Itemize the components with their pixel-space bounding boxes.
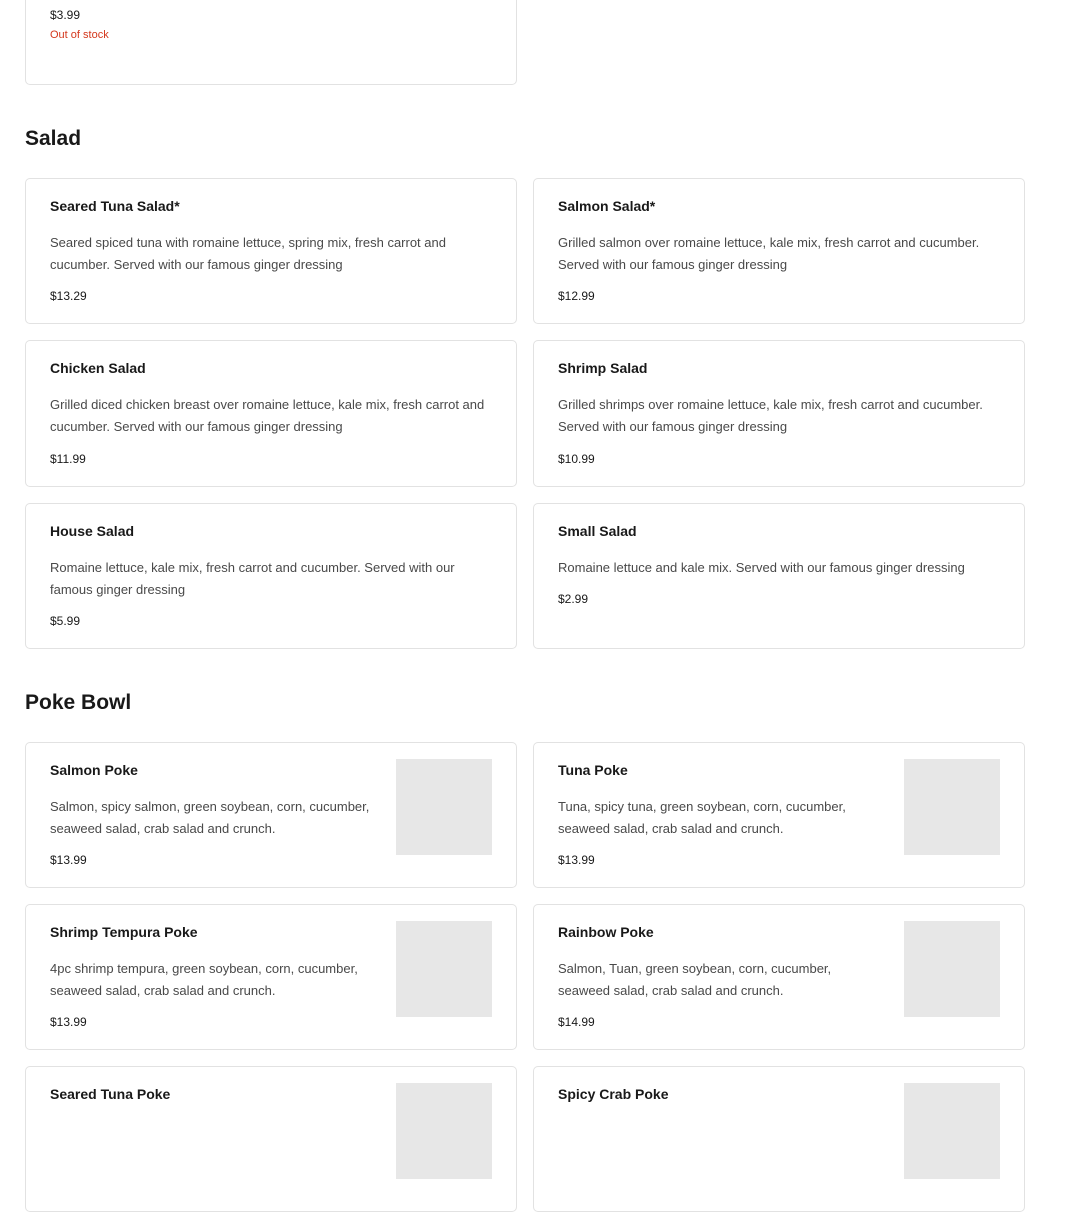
item-name: House Salad [50,523,135,539]
item-price: $13.99 [50,1015,87,1029]
item-price: $2.99 [558,592,589,606]
menu-item-card[interactable] [25,178,517,324]
section-title-poke-bowl: Poke Bowl [25,691,132,714]
menu-item-card[interactable] [533,178,1025,324]
item-price: $13.99 [558,853,595,867]
item-image [904,759,1000,855]
item-price: $10.99 [558,452,595,466]
item-price: $14.99 [558,1015,595,1029]
item-name: Salmon Salad* [558,198,656,214]
section-title-salad: Salad [25,127,82,150]
item-description: Grilled diced chicken breast over romaine lettuce, kale mix, fresh carrot and cucumber. Served with our famous ginger dressing [50,397,485,434]
item-description: Salmon, spicy salmon, green soybean, corn, cucumber, seaweed salad, crab salad and crunch. [50,799,370,836]
out-of-stock-label: Out of stock [50,29,109,41]
item-description: Romaine lettuce and kale mix. Served with our famous ginger dressing [558,560,965,575]
item-name: Chicken Salad [50,360,146,376]
item-name: Small Salad [558,523,637,539]
menu-item-card[interactable] [533,1066,1025,1212]
menu-item-card[interactable] [533,503,1025,649]
item-price: $12.99 [558,289,595,303]
item-description: Tuna, spicy tuna, green soybean, corn, cucumber, seaweed salad, crab salad and crunch. [558,799,846,836]
item-image [396,921,492,1017]
item-price: $5.99 [50,614,81,628]
item-name: Seared Tuna Salad* [50,198,180,214]
item-image [396,1083,492,1179]
item-description: Seared spiced tuna with romaine lettuce, spring mix, fresh carrot and cucumber. Served with our famous ginger dressing [50,235,446,272]
item-name: Shrimp Tempura Poke [50,924,198,940]
item-name: Tuna Poke [558,762,628,778]
menu-item-card[interactable] [25,1066,517,1212]
item-description: Grilled shrimps over romaine lettuce, kale mix, fresh carrot and cucumber. Served with our famous ginger dressing [558,397,983,434]
item-price: $3.99 [50,8,81,22]
item-description: Grilled salmon over romaine lettuce, kale mix, fresh carrot and cucumber. Served with our famous ginger dressing [558,235,980,272]
menu-item-card[interactable] [25,0,517,85]
item-price: $13.29 [50,289,87,303]
menu-item-card[interactable] [25,503,517,649]
item-image [904,921,1000,1017]
item-image [396,759,492,855]
item-name: Salmon Poke [50,762,138,778]
menu-item-card[interactable] [533,340,1025,487]
menu-item-card[interactable] [25,904,517,1050]
item-description: Salmon, Tuan, green soybean, corn, cucumber, seaweed salad, crab salad and crunch. [558,961,832,998]
item-price: $13.99 [50,853,87,867]
menu-item-card[interactable] [25,340,517,487]
item-price: $11.99 [50,452,86,466]
item-name: Shrimp Salad [558,360,648,376]
item-name: Seared Tuna Poke [50,1086,171,1102]
menu-item-card[interactable] [533,904,1025,1050]
menu-item-card[interactable] [533,742,1025,888]
item-description: 4pc shrimp tempura, green soybean, corn, cucumber, seaweed salad, crab salad and crunch. [50,961,358,998]
menu-item-card[interactable] [25,742,517,888]
item-name: Spicy Crab Poke [558,1086,669,1102]
item-description: Romaine lettuce, kale mix, fresh carrot and cucumber. Served with our famous ginger dressing [50,560,455,597]
item-image [904,1083,1000,1179]
item-name: Rainbow Poke [558,924,654,940]
